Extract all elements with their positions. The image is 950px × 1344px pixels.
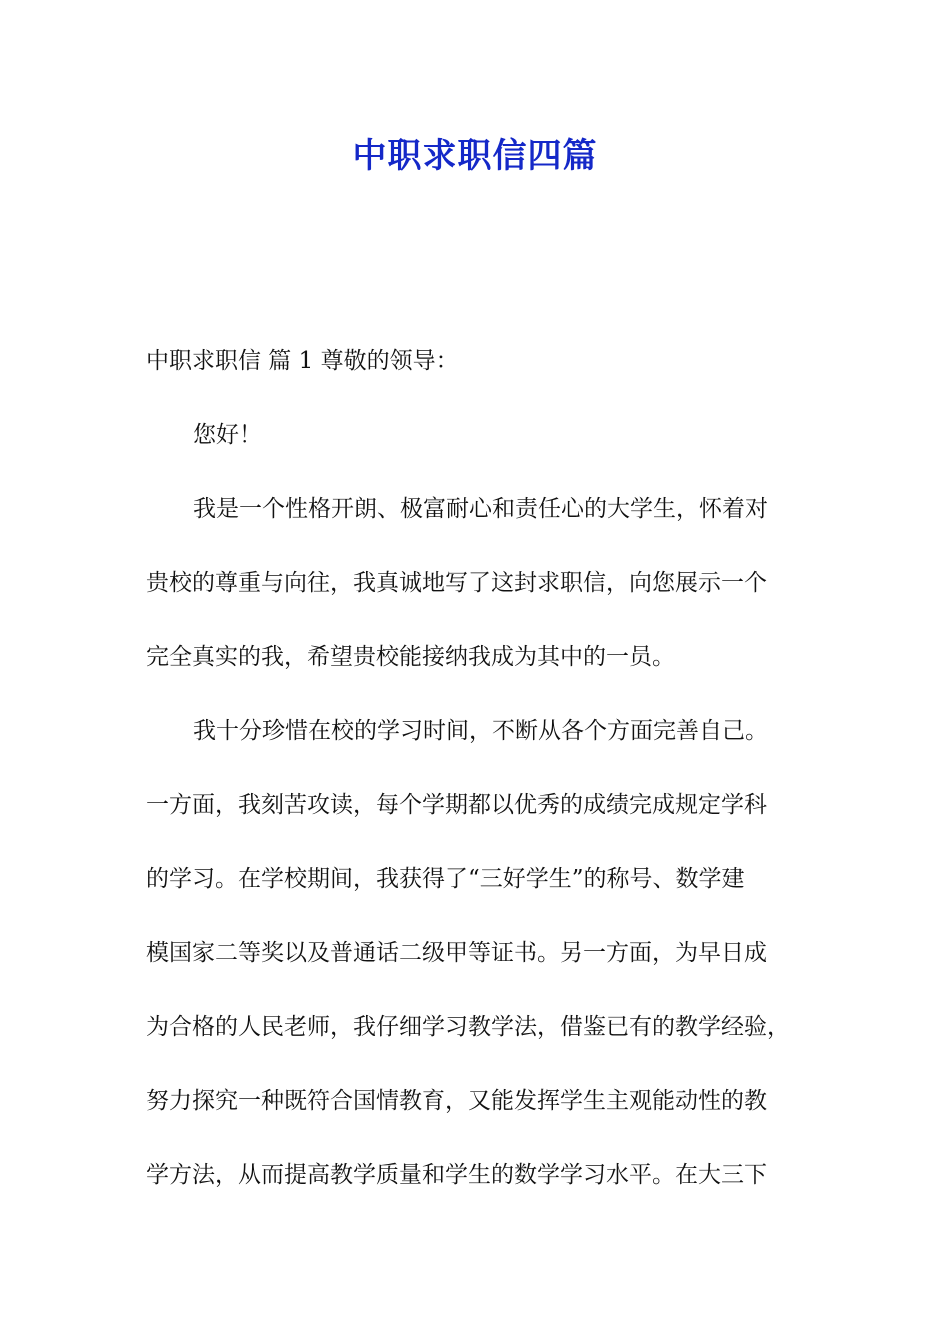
paragraph-line: 努力探究一种既符合国情教育，又能发挥学生主观能动性的教	[146, 1088, 767, 1114]
paragraph-line: 完全真实的我，希望贵校能接纳我成为其中的一员。	[146, 644, 675, 670]
letter-heading-line: 中职求职信 篇 1 尊敬的领导：	[146, 348, 459, 374]
paragraph-line: 我是一个性格开朗、极富耐心和责任心的大学生，怀着对	[193, 496, 768, 522]
paragraph-line: 一方面，我刻苦攻读，每个学期都以优秀的成绩完成规定学科	[146, 792, 767, 818]
paragraph-line: 模国家二等奖以及普通话二级甲等证书。另一方面，为早日成	[146, 940, 767, 966]
paragraph-line: 为合格的人民老师，我仔细学习教学法，借鉴已有的教学经验，	[146, 1014, 790, 1040]
letter-body	[146, 324, 811, 1212]
document-title: 中职求职信四篇	[352, 136, 598, 176]
paragraph-line: 学方法，从而提高教学质量和学生的数学学习水平。在大三下	[146, 1162, 767, 1188]
paragraph-line: 贵校的尊重与向往，我真诚地写了这封求职信，向您展示一个	[146, 570, 767, 596]
paragraph-line: 的学习。在学校期间，我获得了“三好学生”的称号、数学建	[146, 866, 745, 892]
greeting-line: 您好！	[193, 422, 262, 448]
paragraph-line: 我十分珍惜在校的学习时间，不断从各个方面完善自己。	[193, 718, 768, 744]
